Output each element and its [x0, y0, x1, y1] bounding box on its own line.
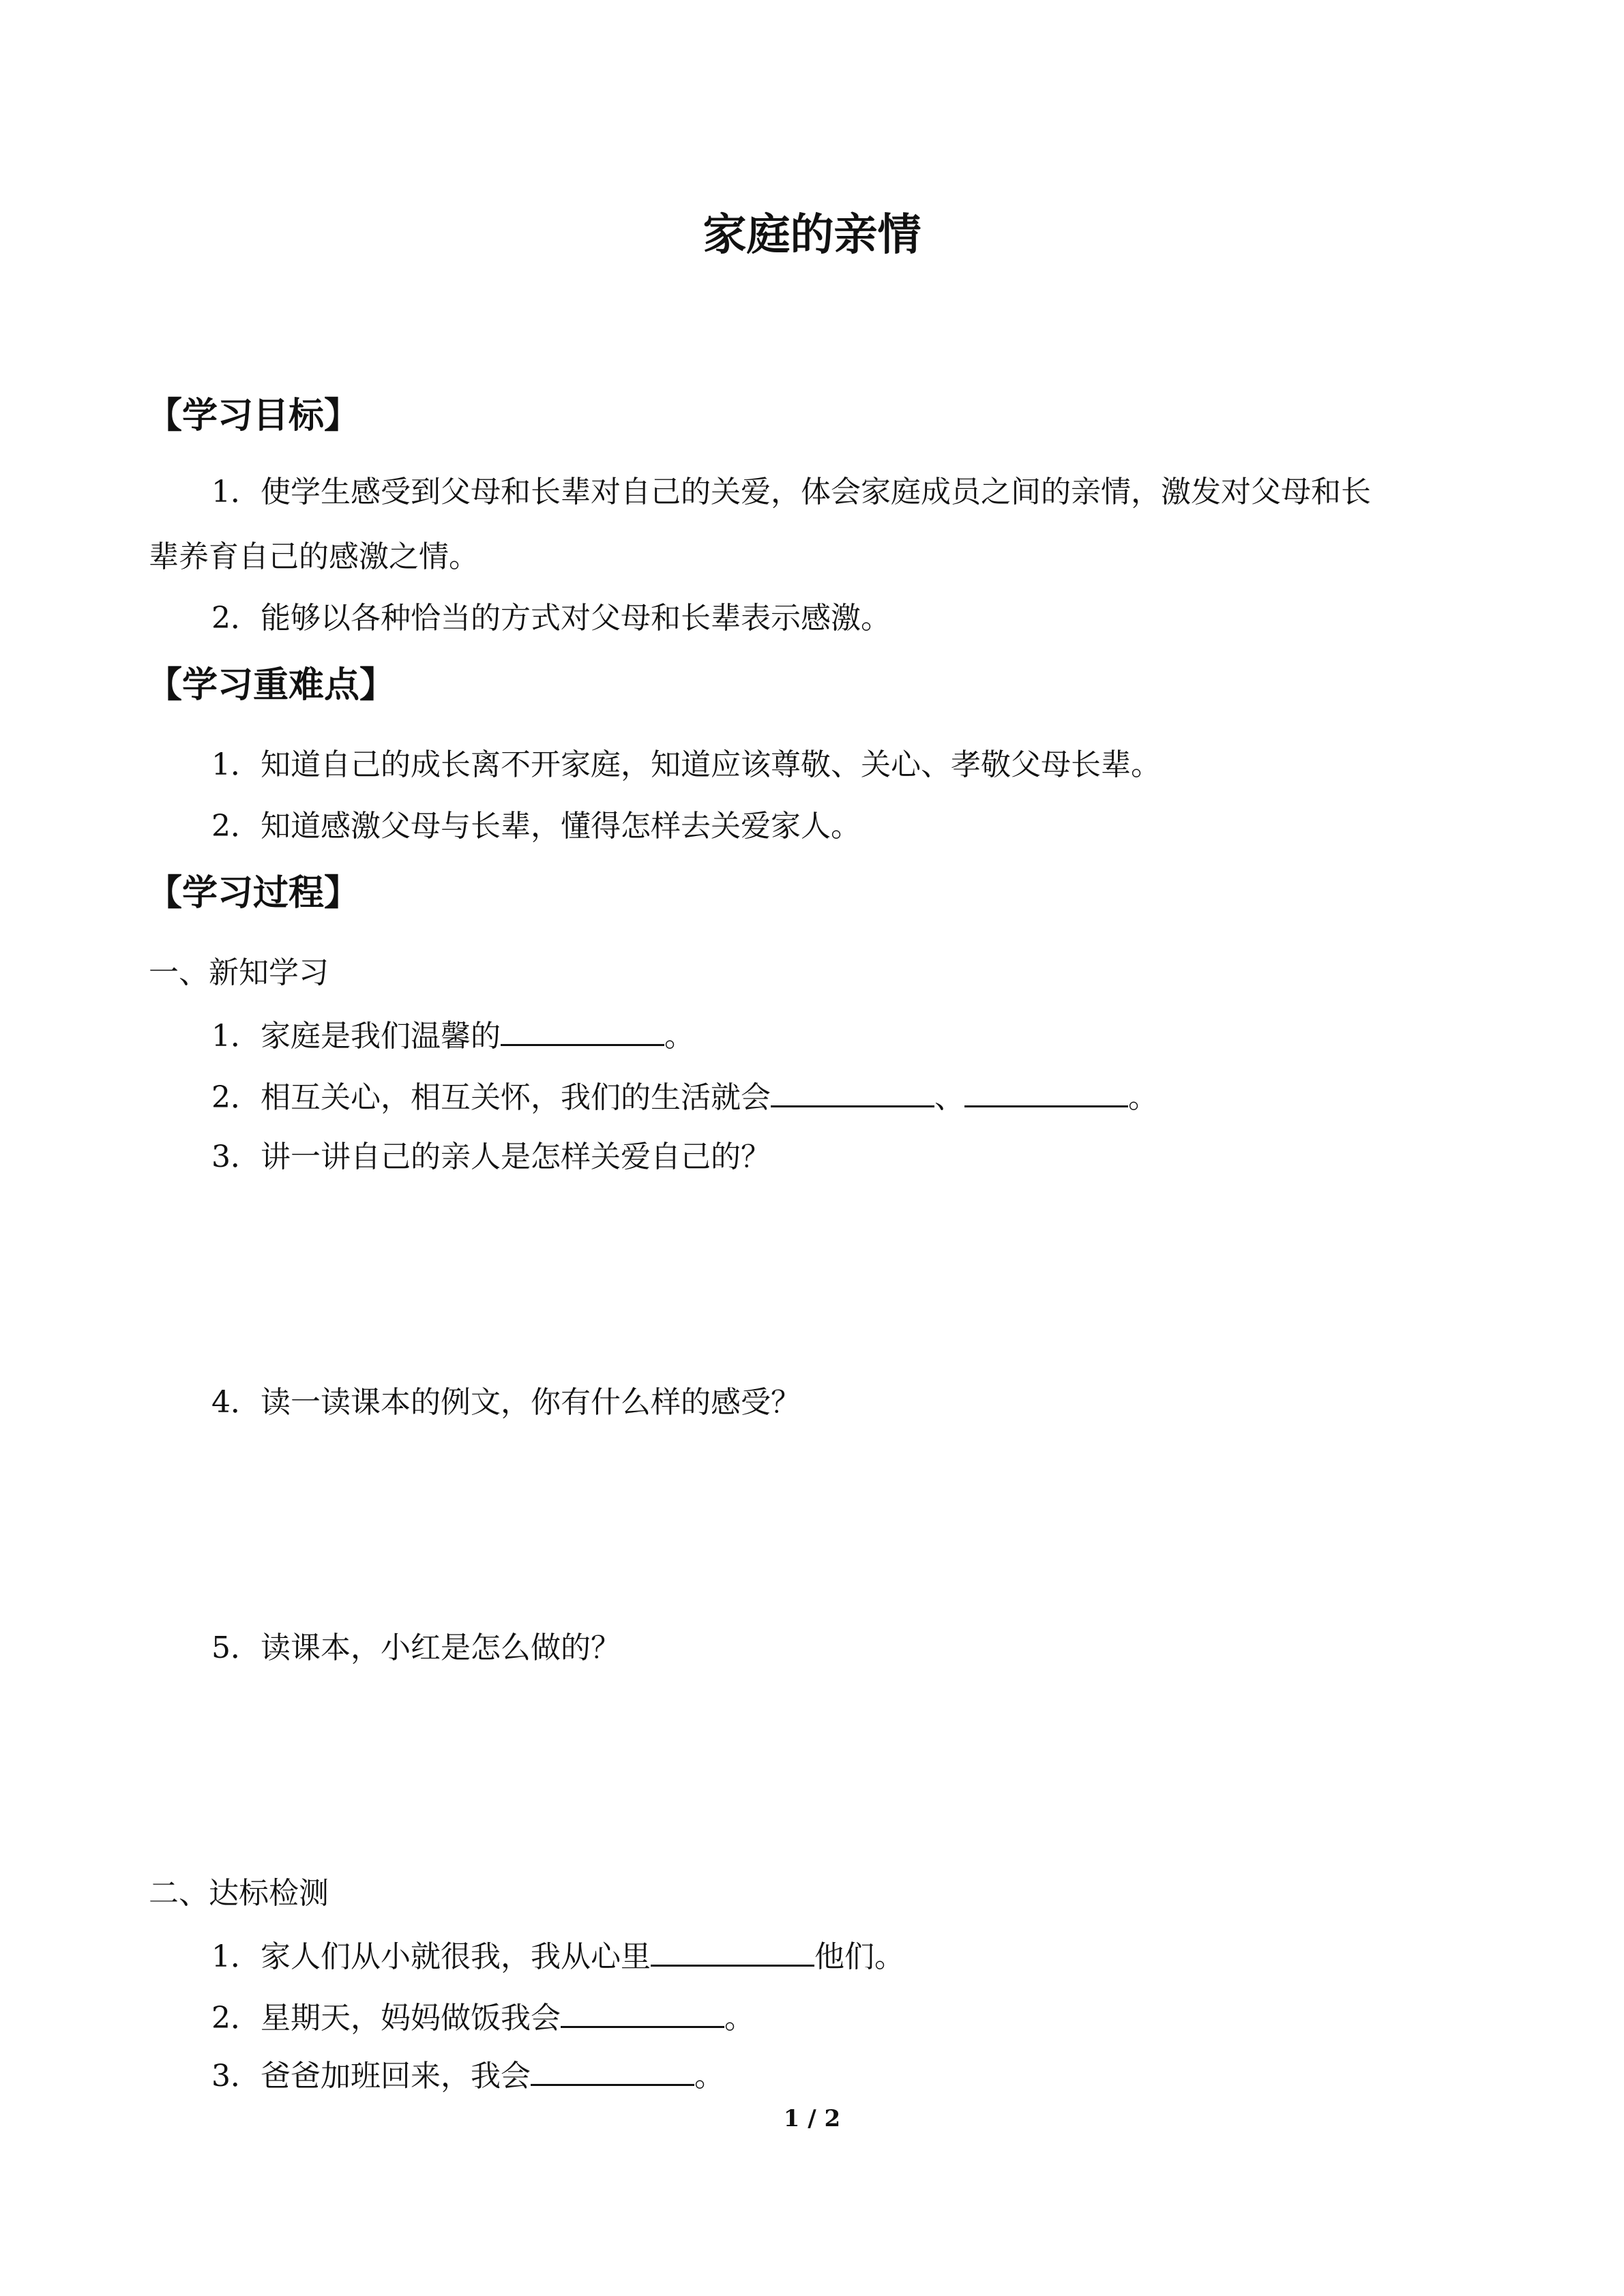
fill-blank[interactable] — [651, 1933, 814, 1967]
section-heading-process: 【学习过程】 — [147, 873, 360, 914]
part-2-title: 二、达标检测 — [149, 1876, 329, 1911]
key-point-1: 1．知道自己的成长离不开家庭，知道应该尊敬、关心、孝敬父母长辈。 — [211, 747, 1161, 782]
key-point-2: 2．知道感激父母与长辈，懂得怎样去关爱家人。 — [211, 809, 861, 844]
section-heading-objectives: 【学习目标】 — [147, 396, 360, 436]
fill-blank[interactable] — [964, 1074, 1128, 1107]
question-2-sep: 、 — [934, 1080, 964, 1115]
question-1-text: 1．家庭是我们温馨的 — [211, 1019, 501, 1054]
fill-blank[interactable] — [531, 2053, 694, 2086]
question-1 — [211, 1013, 694, 1058]
objective-1-line-1: 1．使学生感受到父母和长辈对自己的关爱，体会家庭成员之间的亲情，激发对父母和长 — [211, 475, 1371, 509]
fill-blank[interactable] — [501, 1013, 664, 1046]
test-3 — [211, 2053, 724, 2098]
test-1-end: 他们。 — [814, 1939, 904, 1974]
test-2-end: 。 — [724, 2001, 754, 2036]
test-1-text: 1．家人们从小就很我，我从心里 — [211, 1939, 651, 1974]
question-4: 4．读一读课本的例文，你有什么样的感受？ — [211, 1385, 801, 1420]
page-indicator: 1 / 2 — [783, 2105, 841, 2132]
objective-2: 2．能够以各种恰当的方式对父母和长辈表示感激。 — [211, 601, 891, 636]
question-2-end: 。 — [1128, 1080, 1158, 1115]
test-3-end: 。 — [694, 2059, 724, 2093]
fill-blank[interactable] — [771, 1074, 934, 1107]
question-2-text: 2．相互关心，相互关怀，我们的生活就会 — [211, 1080, 771, 1115]
question-3: 3．讲一讲自己的亲人是怎样关爱自己的？ — [211, 1139, 771, 1174]
test-3-text: 3．爸爸加班回来，我会 — [211, 2059, 531, 2093]
question-1-end: 。 — [664, 1019, 694, 1054]
test-1 — [211, 1933, 904, 1979]
test-2-text: 2．星期天，妈妈做饭我会 — [211, 2001, 561, 2036]
section-heading-key-points: 【学习重难点】 — [147, 665, 396, 706]
test-2 — [211, 1995, 754, 2040]
question-2 — [211, 1074, 1158, 1120]
part-1-title: 一、新知学习 — [149, 955, 329, 990]
question-5: 5．读课本，小红是怎么做的？ — [211, 1630, 621, 1665]
fill-blank[interactable] — [561, 1995, 724, 2028]
objective-1-line-2: 辈养育自己的感激之情。 — [149, 539, 479, 574]
page-title: 家庭的亲情 — [703, 210, 921, 260]
